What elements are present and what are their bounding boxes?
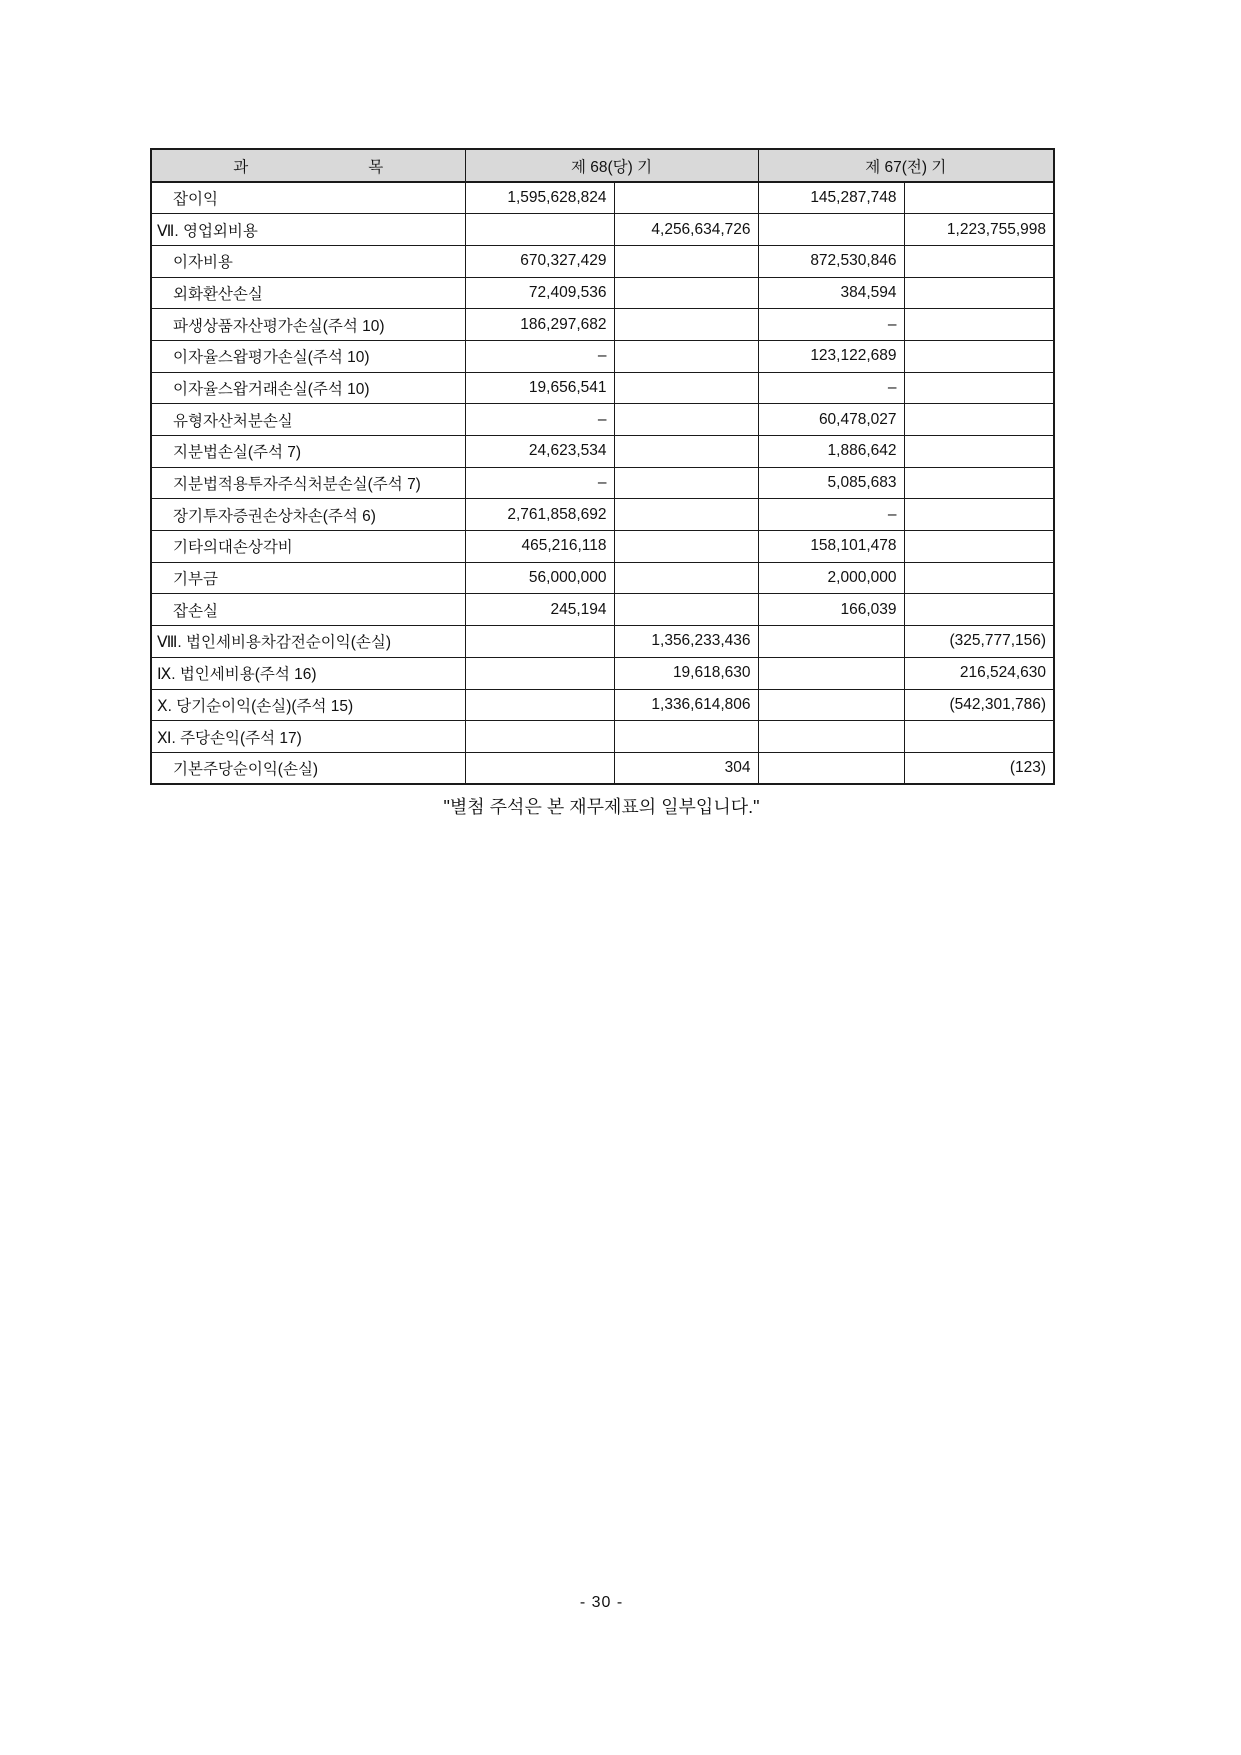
- table-row: [151, 404, 1054, 436]
- page-number: - 30 -: [579, 1594, 624, 1611]
- account-label: 외화환산손실: [173, 285, 263, 303]
- amount-value: 5,085,683: [827, 474, 897, 492]
- header-current-period: 제 68(당) 기: [465, 149, 758, 182]
- current-period-detail-cell: [465, 467, 614, 499]
- amount-value: –: [887, 378, 897, 396]
- prior-period-total-cell: [904, 594, 1054, 626]
- amount-value: 304: [724, 758, 751, 776]
- prior-period-detail-cell: [758, 689, 904, 721]
- account-label: Ⅷ. 법인세비용차감전순이익(손실): [157, 634, 391, 652]
- account-label: 유형자산처분손실: [173, 412, 293, 430]
- prior-period-detail-cell: [758, 277, 904, 309]
- footnote-text: "별첨 주석은 본 재무제표의 일부입니다.": [443, 797, 760, 817]
- amount-value: (123): [1009, 758, 1047, 776]
- amount-value: 384,594: [840, 283, 897, 301]
- account-label: 기본주당순이익(손실): [173, 760, 319, 778]
- prior-period-total-cell: [904, 531, 1054, 563]
- current-period-total-cell: [614, 372, 758, 404]
- prior-period-total-cell: [904, 372, 1054, 404]
- current-period-total-cell: [614, 182, 758, 214]
- account-label-cell: [151, 531, 465, 563]
- account-label: 지분법적용투자주식처분손실(주석 7): [173, 476, 421, 494]
- current-period-detail-cell: [465, 436, 614, 468]
- current-period-total-cell: [614, 594, 758, 626]
- current-period-detail-cell: [465, 689, 614, 721]
- table-header-row: [151, 149, 1054, 182]
- prior-period-total-cell: [904, 752, 1054, 784]
- account-label: 기타의대손상각비: [173, 539, 293, 557]
- current-period-total-cell: [614, 626, 758, 658]
- amount-value: –: [887, 505, 897, 523]
- current-period-total-cell: [614, 277, 758, 309]
- current-period-detail-cell: [465, 309, 614, 341]
- current-period-total-cell: [614, 309, 758, 341]
- amount-value: 872,530,846: [810, 252, 897, 270]
- account-label-cell: [151, 721, 465, 753]
- prior-period-detail-cell: [758, 626, 904, 658]
- prior-period-detail-cell: [758, 404, 904, 436]
- prior-period-total-cell: [904, 436, 1054, 468]
- table-row: [151, 689, 1054, 721]
- amount-value: 19,618,630: [672, 664, 751, 682]
- prior-period-detail-cell: [758, 340, 904, 372]
- prior-period-detail-cell: [758, 531, 904, 563]
- amount-value: –: [887, 315, 897, 333]
- account-label-cell: [151, 626, 465, 658]
- account-label-cell: [151, 657, 465, 689]
- table-row: [151, 499, 1054, 531]
- amount-value: 1,336,614,806: [651, 695, 751, 713]
- amount-value: 2,000,000: [827, 569, 897, 587]
- account-label: Ⅸ. 법인세비용(주석 16): [157, 666, 317, 684]
- prior-period-total-cell: [904, 214, 1054, 246]
- account-label-cell: [151, 309, 465, 341]
- account-label: 장기투자증권손상차손(주석 6): [173, 507, 376, 525]
- prior-period-detail-cell: [758, 309, 904, 341]
- account-label-cell: [151, 182, 465, 214]
- prior-period-detail-cell: [758, 245, 904, 277]
- table-row: [151, 372, 1054, 404]
- amount-value: 4,256,634,726: [651, 220, 751, 238]
- amount-value: 158,101,478: [810, 537, 897, 555]
- current-period-total-cell: [614, 467, 758, 499]
- amount-value: 24,623,534: [528, 442, 607, 460]
- prior-period-detail-cell: [758, 467, 904, 499]
- current-period-detail-cell: [465, 245, 614, 277]
- amount-value: 1,595,628,824: [507, 189, 607, 207]
- header-account-column: [151, 149, 465, 182]
- current-period-total-cell: [614, 340, 758, 372]
- prior-period-total-cell: [904, 404, 1054, 436]
- income-statement-table: [150, 148, 1055, 785]
- prior-period-detail-cell: [758, 214, 904, 246]
- current-period-total-cell: [614, 752, 758, 784]
- current-period-total-cell: [614, 721, 758, 753]
- table-row: [151, 182, 1054, 214]
- account-label-cell: [151, 467, 465, 499]
- table-row: [151, 626, 1054, 658]
- prior-period-total-cell: [904, 277, 1054, 309]
- current-period-total-cell: [614, 214, 758, 246]
- account-label-cell: [151, 245, 465, 277]
- prior-period-total-cell: [904, 467, 1054, 499]
- current-period-detail-cell: [465, 404, 614, 436]
- amount-value: –: [597, 347, 607, 365]
- account-label: 지분법손실(주석 7): [173, 444, 302, 462]
- prior-period-detail-cell: [758, 436, 904, 468]
- account-label-cell: [151, 404, 465, 436]
- current-period-detail-cell: [465, 340, 614, 372]
- prior-period-detail-cell: [758, 721, 904, 753]
- current-period-detail-cell: [465, 721, 614, 753]
- current-period-total-cell: [614, 562, 758, 594]
- amount-value: 145,287,748: [810, 189, 897, 207]
- amount-value: 245,194: [550, 600, 607, 618]
- prior-period-detail-cell: [758, 594, 904, 626]
- prior-period-detail-cell: [758, 562, 904, 594]
- prior-period-total-cell: [904, 657, 1054, 689]
- account-label: Ⅺ. 주당손익(주석 17): [157, 729, 302, 747]
- amount-value: 166,039: [840, 600, 897, 618]
- prior-period-total-cell: [904, 499, 1054, 531]
- amount-value: –: [597, 474, 607, 492]
- amount-value: 72,409,536: [528, 283, 607, 301]
- account-label: 이자비용: [173, 254, 233, 272]
- amount-value: 1,886,642: [827, 442, 897, 460]
- account-label-cell: [151, 214, 465, 246]
- prior-period-total-cell: [904, 245, 1054, 277]
- table-row: [151, 309, 1054, 341]
- table-row: [151, 531, 1054, 563]
- table-row: [151, 277, 1054, 309]
- prior-period-total-cell: [904, 721, 1054, 753]
- table-body: [151, 182, 1054, 784]
- table-row: [151, 752, 1054, 784]
- income-statement-table-container: [150, 148, 1053, 785]
- prior-period-detail-cell: [758, 752, 904, 784]
- amount-value: 1,223,755,998: [946, 220, 1047, 238]
- account-label-cell: [151, 594, 465, 626]
- account-label: 잡이익: [173, 191, 218, 209]
- account-label: 기부금: [173, 571, 218, 589]
- account-label: 파생상품자산평가손실(주석 10): [173, 317, 385, 335]
- prior-period-detail-cell: [758, 182, 904, 214]
- account-label: 이자율스왑평가손실(주석 10): [173, 349, 370, 367]
- amount-value: –: [597, 410, 607, 428]
- current-period-total-cell: [614, 531, 758, 563]
- current-period-detail-cell: [465, 372, 614, 404]
- account-label: Ⅹ. 당기순이익(손실)(주석 15): [157, 697, 354, 715]
- current-period-detail-cell: [465, 594, 614, 626]
- current-period-total-cell: [614, 436, 758, 468]
- account-label-cell: [151, 372, 465, 404]
- current-period-detail-cell: [465, 182, 614, 214]
- prior-period-detail-cell: [758, 657, 904, 689]
- account-label-cell: [151, 752, 465, 784]
- current-period-total-cell: [614, 404, 758, 436]
- current-period-detail-cell: [465, 657, 614, 689]
- prior-period-detail-cell: [758, 499, 904, 531]
- prior-period-total-cell: [904, 309, 1054, 341]
- prior-period-total-cell: [904, 562, 1054, 594]
- amount-value: 186,297,682: [520, 315, 607, 333]
- table-row: [151, 594, 1054, 626]
- account-label-cell: [151, 436, 465, 468]
- account-label-cell: [151, 689, 465, 721]
- header-account-left: 과: [233, 158, 249, 176]
- current-period-total-cell: [614, 499, 758, 531]
- prior-period-total-cell: [904, 340, 1054, 372]
- amount-value: 19,656,541: [528, 378, 607, 396]
- account-label: 잡손실: [173, 602, 218, 620]
- amount-value: 465,216,118: [521, 537, 607, 555]
- current-period-detail-cell: [465, 626, 614, 658]
- prior-period-total-cell: [904, 626, 1054, 658]
- current-period-detail-cell: [465, 531, 614, 563]
- amount-value: 1,356,233,436: [651, 632, 751, 650]
- table-row: [151, 721, 1054, 753]
- amount-value: (542,301,786): [949, 695, 1047, 713]
- amount-value: 2,761,858,692: [507, 505, 607, 523]
- current-period-detail-cell: [465, 499, 614, 531]
- table-row: [151, 214, 1054, 246]
- table-row: [151, 436, 1054, 468]
- table-row: [151, 340, 1054, 372]
- account-label: 이자율스왑거래손실(주석 10): [173, 380, 370, 398]
- table-row: [151, 657, 1054, 689]
- amount-value: 670,327,429: [520, 252, 607, 270]
- current-period-detail-cell: [465, 277, 614, 309]
- table-row: [151, 467, 1054, 499]
- table-header: [151, 149, 1054, 182]
- table-row: [151, 245, 1054, 277]
- amount-value: 60,478,027: [818, 410, 897, 428]
- prior-period-detail-cell: [758, 372, 904, 404]
- amount-value: 216,524,630: [959, 664, 1047, 682]
- current-period-total-cell: [614, 657, 758, 689]
- prior-period-total-cell: [904, 689, 1054, 721]
- amount-value: (325,777,156): [949, 632, 1047, 650]
- amount-value: 56,000,000: [528, 569, 607, 587]
- current-period-total-cell: [614, 689, 758, 721]
- account-label: Ⅶ. 영업외비용: [157, 222, 258, 240]
- header-account-right: 목: [368, 158, 384, 176]
- current-period-detail-cell: [465, 562, 614, 594]
- account-label-cell: [151, 277, 465, 309]
- account-label-cell: [151, 562, 465, 594]
- account-label-cell: [151, 499, 465, 531]
- header-prior-period: 제 67(전) 기: [758, 149, 1054, 182]
- current-period-detail-cell: [465, 752, 614, 784]
- current-period-total-cell: [614, 245, 758, 277]
- prior-period-total-cell: [904, 182, 1054, 214]
- table-row: [151, 562, 1054, 594]
- current-period-detail-cell: [465, 214, 614, 246]
- amount-value: 123,122,689: [810, 347, 897, 365]
- account-label-cell: [151, 340, 465, 372]
